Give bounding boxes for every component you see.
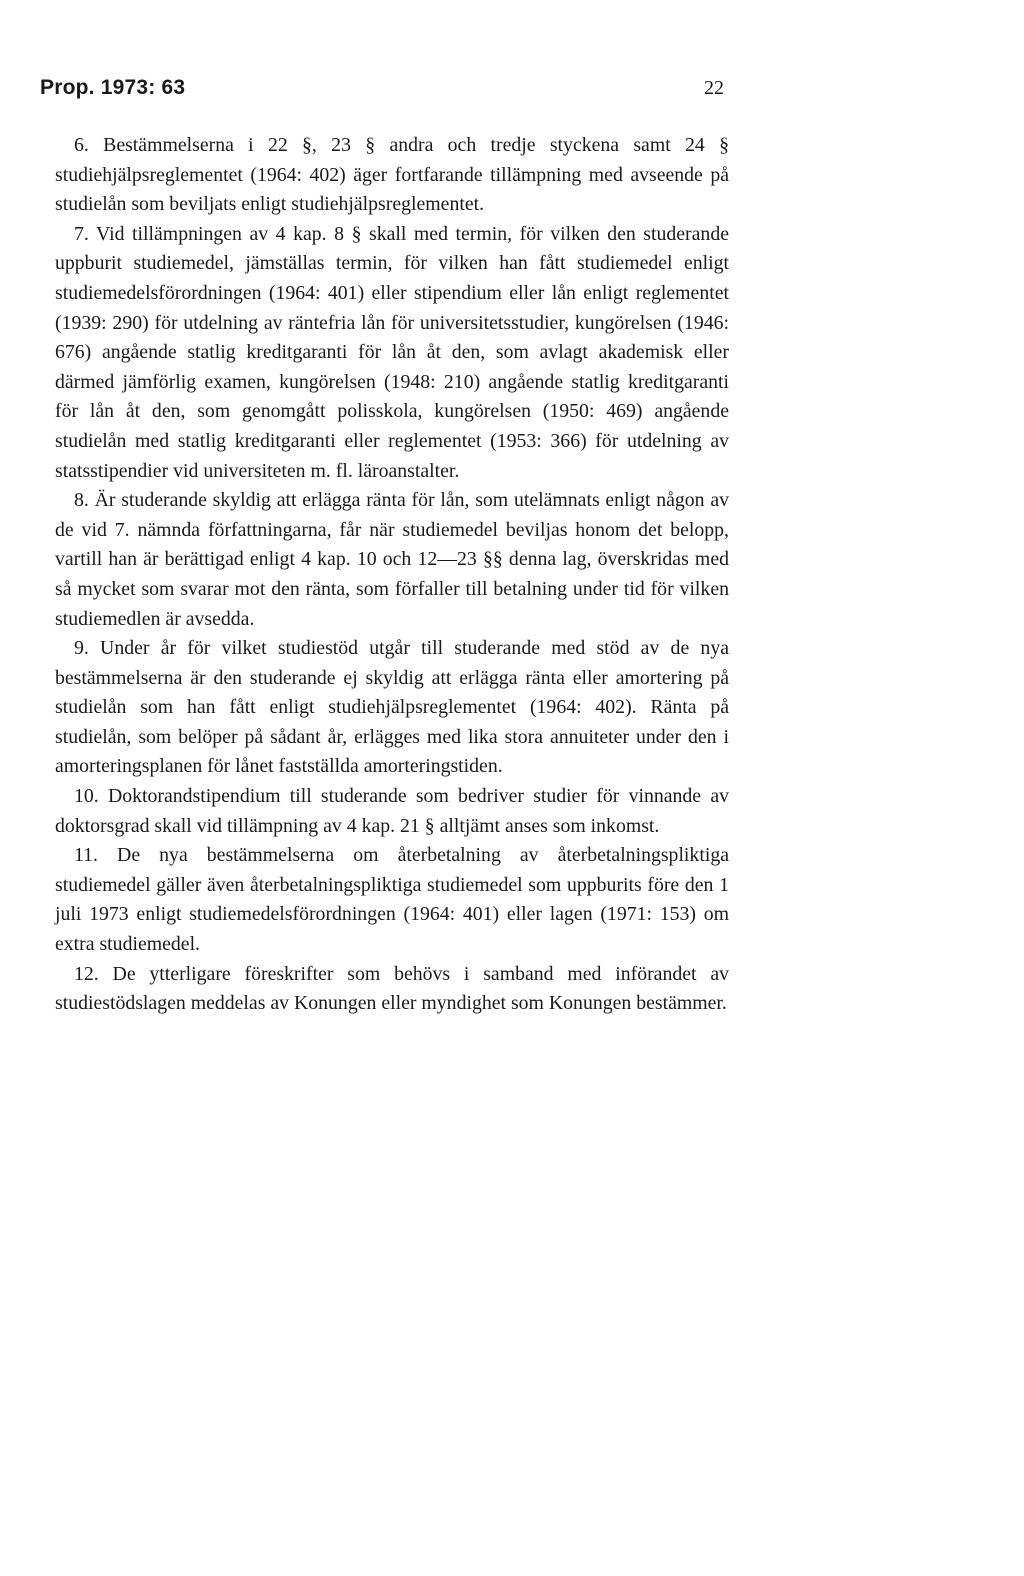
body-text <box>55 131 729 1019</box>
paragraph-9: 9. Under år för vilket studiestöd utgår till studerande med stöd av de nya bestämmelserna är den studerande ej skyldig att erlägga ränta eller amortering på studielån som han fått enligt studiehjälpsreglementet (1964: 402). Ränta på studielån, som belöper på sådant år, erlägges med lika stora annuiteter under den i amorteringsplanen för lånet fastställda amorteringstiden. <box>55 637 729 778</box>
page-header <box>40 72 724 104</box>
page-number: 22 <box>704 77 724 99</box>
paragraph-6: 6. Bestämmelserna i 22 §, 23 § andra och tredje styckena samt 24 § studiehjälpsreglementet (1964: 402) äger fortfarande tillämpning med avseende på studielån som beviljats enligt studiehjälpsreglementet. <box>55 134 729 216</box>
paragraph-10: 10. Doktorandstipendium till studerande som bedriver studier för vinnande av doktorsgrad skall vid tillämpning av 4 kap. 21 § alltjämt anses som inkomst. <box>55 785 729 837</box>
paragraph-11: 11. De nya bestämmelserna om återbetalning av återbetalningspliktiga studiemedel gäller även återbetalningspliktiga studiemedel som uppburits före den 1 juli 1973 enligt studiemedelsförordningen (1964: 401) eller lagen (1971: 153) om extra studiemedel. <box>55 844 729 956</box>
paragraph-12: 12. De ytterligare föreskrifter som behövs i samband med införandet av studiestödslagen meddelas av Konungen eller myndighet som Konungen bestämmer. <box>55 962 729 1015</box>
paragraph-7: 7. Vid tillämpningen av 4 kap. 8 § skall med termin, för vilken den studerande uppburit studiemedel, jämställas termin, för vilken han fått studiemedel enligt studiemedelsförordningen (1964: 401) eller stipendium eller lån enligt reglementet (1939: 290) för utdelning av räntefria lån för universitetsstudier, kungörelsen (1946: 676) angående statlig kreditgaranti för lån åt den, som avlagt akademisk eller därmed jämförlig examen, kungörelsen (1948: 210) angående statlig kreditgaranti för lån åt den, som genomgått polisskola, kungörelsen (1950: 469) angående studielån med statlig kreditgaranti eller reglementet (1953: 366) för utdelning av statsstipendier vid universiteten m. fl. läroanstalter. <box>55 222 729 482</box>
document-title: Prop. 1973: 63 <box>40 76 186 99</box>
paragraph-8: 8. Är studerande skyldig att erlägga ränta för lån, som utelämnats enligt någon av de vid 7. nämnda författningarna, får när studiemedel beviljas honom det belopp, vartill han är berättigad enligt 4 kap. 10 och 12—23 §§ denna lag, överskridas med så mycket som svarar mot den ränta, som förfaller till betalning under tid för vilken studiemedlen är avsedda. <box>55 489 729 630</box>
